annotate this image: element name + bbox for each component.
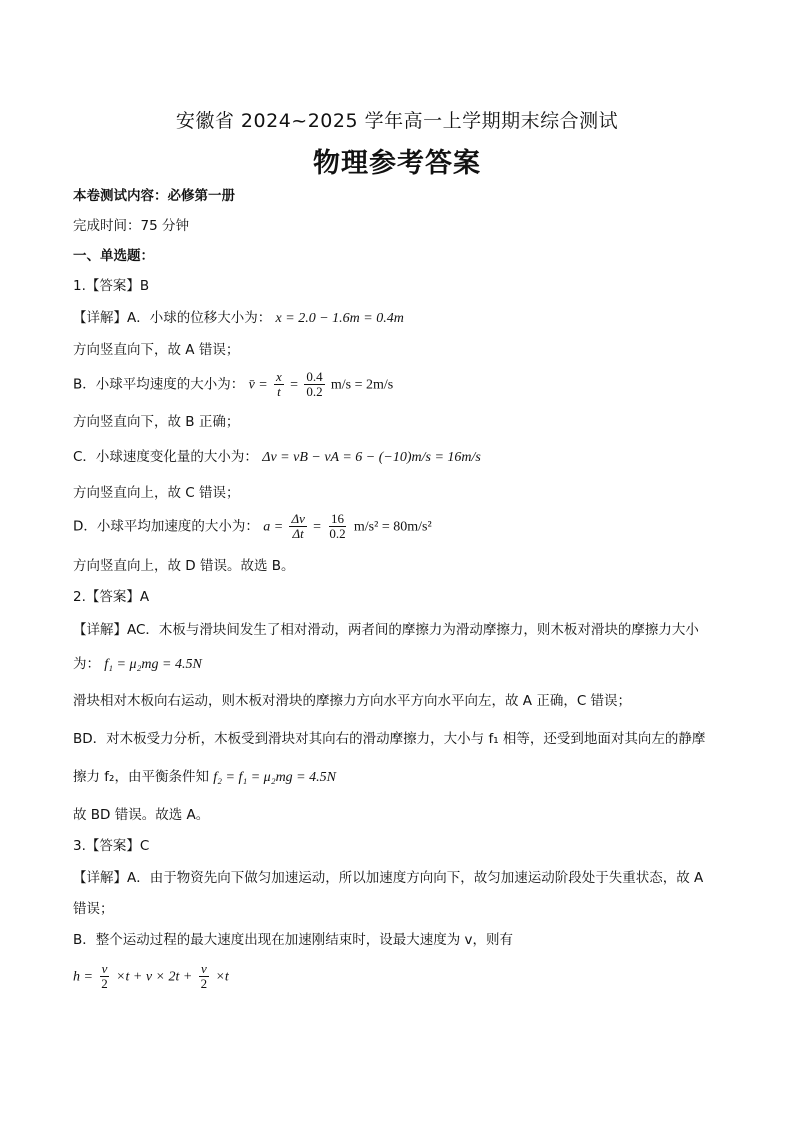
q1-b-label: B．小球平均速度的大小为：: [73, 376, 245, 393]
q3-h-frac1: [99, 962, 110, 991]
q1-c-line: [73, 448, 481, 467]
section-heading: 一、单选题：: [73, 248, 154, 264]
document-subtitle: 物理参考答案: [313, 148, 481, 179]
q1-a-conclusion: 方向竖直向下，故 A 错误；: [73, 342, 240, 358]
q3-detail-a1: 【详解】A．由于物资先向下做匀加速运动，所以加速度方向向下，故匀加速运动阶段处于失重状态，故 A: [73, 870, 704, 886]
q2-bd-line2: 擦力 f₂，由平衡条件知: [73, 769, 209, 785]
q1-d-line: D．小球平均加速度的大小为： a = $\frac{\Delta v}{\Delta t}$ = $\frac{16}{0.2}$ m/s² = 80m/s²: [73, 511, 432, 541]
q1-b-frac1-den: t: [277, 384, 281, 399]
test-content: 本卷测试内容：必修第一册: [73, 188, 235, 204]
q1-c-label: C．小球速度变化量的大小为：: [73, 449, 258, 465]
q1-b-rhs: m/s = 2m/s: [330, 377, 394, 393]
q2-formula1: f₁ = μ₂mg = 4.5N: [104, 657, 202, 672]
q2-answer: 2.【答案】A: [73, 589, 150, 605]
q2-detail-ac2: 为：: [73, 656, 100, 672]
q1-d-frac2-num: 16: [330, 511, 344, 526]
q3-h-frac1-num: v: [101, 961, 108, 976]
q1-d-lhs: a =: [263, 519, 284, 535]
q1-formula-a: x = 2.0 − 1.6m = 0.4m: [275, 311, 404, 326]
q3-h-frac2-den: 2: [200, 976, 208, 991]
q1-d-frac2-den: 0.2: [329, 526, 346, 541]
q1-b-frac1: [274, 370, 284, 399]
q1-answer: 1.【答案】B: [73, 278, 150, 294]
q1-d-label: D．小球平均加速度的大小为：: [73, 518, 259, 535]
q1-d-frac2: [327, 512, 347, 541]
q2-bd-conclusion: 故 BD 错误。故选 A。: [73, 807, 210, 823]
q3-h-end: ×t: [215, 969, 229, 985]
q1-b-conclusion: 方向竖直向下，故 B 正确；: [73, 414, 240, 430]
q1-c-formula: Δv = vB − vA = 6 − (−10)m/s = 16m/s: [262, 450, 481, 465]
test-time: 完成时间：75 分钟: [73, 218, 189, 234]
q1-b-frac2-num: 0.4: [306, 369, 323, 384]
q3-h-frac1-den: 2: [101, 976, 108, 991]
q1-c-conclusion: 方向竖直向上，故 C 错误；: [73, 485, 240, 501]
q1-b-lhs: v̄ =: [248, 377, 268, 393]
q1-d-frac1-den: Δt: [292, 526, 304, 541]
q1-d-rhs: m/s² = 80m/s²: [353, 519, 432, 535]
q3-h-frac2: [199, 962, 210, 991]
q1-b-frac2: [304, 370, 324, 399]
q1-d-conclusion: 方向竖直向上，故 D 错误。故选 B。: [73, 558, 295, 574]
q1-detail-a-text: 【详解】A．小球的位移大小为：: [73, 310, 272, 326]
q1-b-frac2-den: 0.2: [306, 384, 323, 399]
q1-detail-a: [73, 309, 404, 328]
q3-detail-a2: 错误；: [73, 901, 114, 917]
q2-ac-conclusion: 滑块相对木板向右运动，则木板对滑块的摩擦力方向水平方向水平向左，故 A 正确，C 错误；: [73, 693, 632, 709]
document-title: 安徽省 2024~2025 学年高一上学期期末综合测试: [175, 110, 619, 132]
q1-b-line: B．小球平均速度的大小为： v̄ = $\frac{x}{t}$ = $\frac{0.4}{0.2}$ m/s = 2m/s: [73, 369, 394, 399]
q1-b-frac1-num: x: [276, 369, 282, 384]
q1-d-frac1-num: Δv: [291, 511, 305, 526]
q2-detail-ac: 【详解】AC．木板与滑块间发生了相对滑动，两者间的摩擦力为滑动摩擦力，则木板对滑块的摩擦力大小: [73, 622, 699, 638]
q3-h-mid: ×t + v × 2t +: [116, 969, 193, 985]
q2-bd-line2-row: [73, 768, 336, 787]
q3-answer: 3.【答案】C: [73, 838, 150, 854]
q3-h-frac2-num: v: [201, 961, 207, 976]
q2-detail-ac2-line: [73, 655, 202, 674]
q2-formula2: f₂ = f₁ = μ₂mg = 4.5N: [213, 770, 336, 785]
q1-d-frac1: [289, 512, 306, 541]
q3-h-lhs: h =: [73, 969, 93, 985]
q3-h-formula: [73, 962, 229, 991]
q3-b-text: B．整个运动过程的最大速度出现在加速刚结束时，设最大速度为 v，则有: [73, 932, 514, 948]
q2-bd-line1: BD．对木板受力分析，木板受到滑块对其向右的滑动摩擦力，大小与 f₁ 相等，还受到地面对其向左的静摩: [73, 731, 706, 747]
